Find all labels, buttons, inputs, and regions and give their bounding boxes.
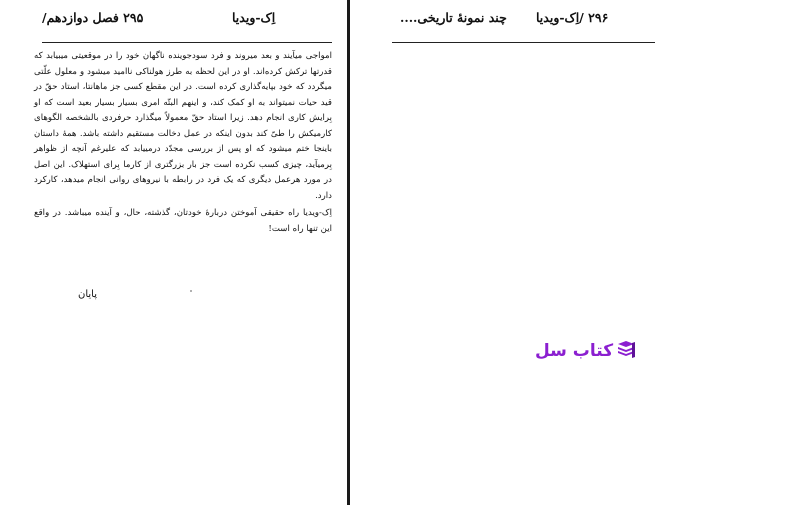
book-stack-icon: [615, 338, 637, 364]
header-rule: [42, 42, 332, 43]
ink-speck: [190, 290, 192, 292]
header-page-number: ۲۹۶: [588, 10, 609, 25]
logo-text: کتاب سل: [535, 341, 614, 361]
left-page: [350, 0, 787, 505]
paragraph: اِک-ویدیا راه حقیقی آموختن دربارهٔ خودتان، گذشته، حال، و آینده میباشد. در واقع این تنها راه است!: [34, 208, 332, 234]
right-page: [0, 0, 347, 505]
header-rule: [392, 42, 655, 43]
header-book-title: /اِک-ویدیا: [536, 10, 584, 25]
header-chapter-title: فصل دوازدهم/: [42, 10, 119, 25]
end-word: پایان: [78, 289, 98, 300]
body-text: [34, 49, 332, 237]
header-chapter: [42, 10, 143, 25]
header-book-title: اِک-ویدیا: [232, 10, 276, 25]
paragraph: امواجی میآیند و بعد میروند و فرد سودجوینده ناگهان خود را در موقعیتی میبیابد که قدرتها ترکش کرده‌اند. او در این لحظه به طرز هولناکی ناامید میشود و معلول علّتی میگردد که خود بپایه‌گذاری کرده است. در این مقطع کسی جز ماهانتا، استاد حقّ در قید حیات نمیتواند به او کمک کند، و اینهم البتّه امری بسیار بسیار بعید است که او بِرایش کاری انجام دهد. زیرا استاد حقّ معمولاً میگذارد حرفردی بالشخصه الگوهای کارمیکش را طیّ کند بدون اینکه در عمل دخالت مستقیم داشته باشد. همهٔ داستان باینجا ختم میشود که او پس از بررسی مجدّد درمییابد که علیرغم آنچه از ظواهر بِرمیآید، چیزی کسب نکرده است جز بار بزرگتری از کارما بِرای استهلاک. این اصل در مورد هرعمل دیگری که یک فرد در رابطه با نیروهای روانی انجام میدهد، کارکرد دارد.: [34, 51, 332, 201]
header-right-group: [536, 10, 608, 25]
header-chapter-title: چند نمونهٔ تاریخی....: [400, 10, 507, 25]
header-page-number: ۲۹۵: [123, 10, 144, 25]
watermark-logo: [535, 338, 637, 364]
